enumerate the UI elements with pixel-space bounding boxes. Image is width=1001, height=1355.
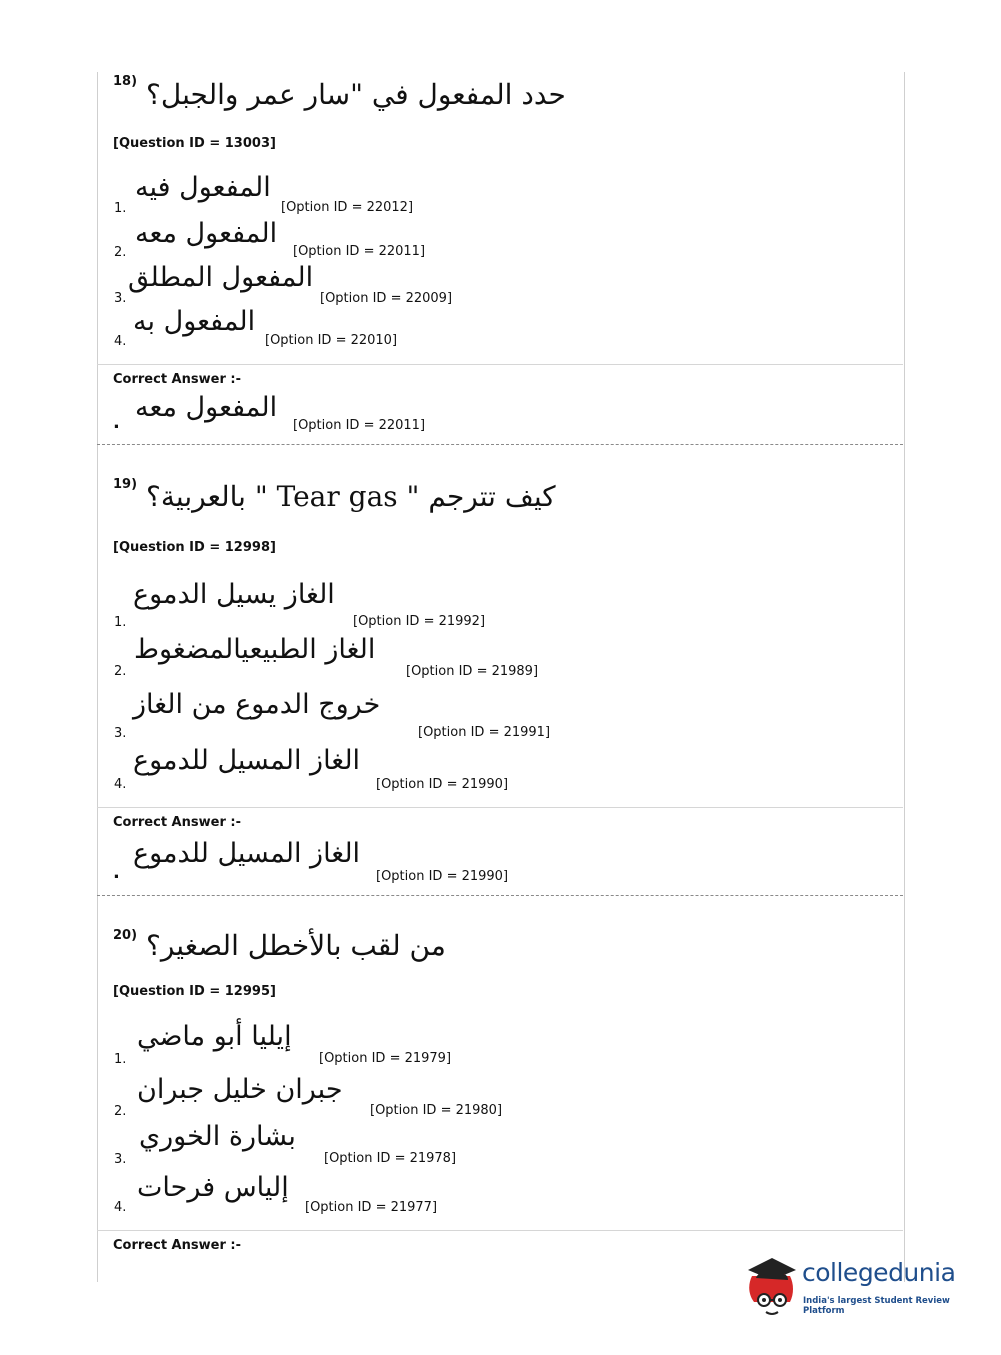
correct-answer-text: الغاز المسيل للدموع <box>133 838 361 869</box>
question-id: [Question ID = 12995] <box>113 984 276 999</box>
correct-answer-label: Correct Answer :- <box>113 815 241 830</box>
option-id: [Option ID = 21977] <box>305 1200 438 1215</box>
option-text: خروج الدموع من الغاز <box>133 689 381 720</box>
option-number: 2. <box>114 664 127 679</box>
collegedunia-logo <box>742 1250 972 1322</box>
question-id: [Question ID = 13003] <box>113 136 276 151</box>
option-text: بشارة الخوري <box>139 1121 296 1152</box>
section-divider <box>97 444 903 445</box>
question-text: من لقب بالأخطل الصغير؟ <box>146 929 446 962</box>
divider <box>97 1230 903 1231</box>
divider <box>97 364 903 365</box>
correct-option-id: [Option ID = 22011] <box>293 418 426 433</box>
divider <box>97 807 903 808</box>
option-number: 4. <box>114 1200 127 1215</box>
option-text: الغاز الطبيعيالمضغوط <box>134 634 376 665</box>
option-id: [Option ID = 21980] <box>370 1103 503 1118</box>
option-number: 1. <box>114 615 127 630</box>
option-number: 4. <box>114 334 127 349</box>
option-number: 4. <box>114 777 127 792</box>
option-id: [Option ID = 21990] <box>376 777 509 792</box>
correct-answer-label: Correct Answer :- <box>113 1238 241 1253</box>
option-id: [Option ID = 21992] <box>353 614 486 629</box>
logo-name: collegedunia <box>802 1258 956 1287</box>
correct-answer-text: المفعول معه <box>135 392 278 423</box>
option-id: [Option ID = 22010] <box>265 333 398 348</box>
option-id: [Option ID = 21989] <box>406 664 539 679</box>
option-text: إيليا أبو ماضي <box>137 1021 292 1052</box>
option-number: 1. <box>114 201 127 216</box>
correct-answer-label: Correct Answer :- <box>113 372 241 387</box>
option-id: [Option ID = 22011] <box>293 244 426 259</box>
option-id: [Option ID = 22009] <box>320 291 453 306</box>
option-id: [Option ID = 21991] <box>418 725 551 740</box>
question-text: كيف تترجم " Tear gas " بالعربية؟ <box>146 480 556 513</box>
option-text: المفعول به <box>133 306 256 337</box>
question-number: 19) <box>113 477 138 492</box>
logo-tagline: India's largest Student Review Platform <box>803 1296 950 1316</box>
option-number: 3. <box>114 726 127 741</box>
option-text: المفعول فيه <box>135 172 271 203</box>
option-id: [Option ID = 21978] <box>324 1151 457 1166</box>
option-text: إلياس فرحات <box>137 1172 289 1203</box>
option-text: المفعول المطلق <box>128 262 314 293</box>
question-number: 18) <box>113 74 138 89</box>
option-number: 3. <box>114 291 127 306</box>
option-number: 3. <box>114 1152 127 1167</box>
section-divider <box>97 895 903 896</box>
bullet: . <box>113 412 120 433</box>
option-text: الغاز المسيل للدموع <box>133 745 361 776</box>
question-id: [Question ID = 12998] <box>113 540 276 555</box>
question-text: حدد المفعول في "سار عمر والجبل؟ <box>146 78 566 111</box>
question-number: 20) <box>113 928 138 943</box>
option-id: [Option ID = 22012] <box>281 200 414 215</box>
option-number: 1. <box>114 1052 127 1067</box>
option-text: جبران خليل جبران <box>137 1074 343 1105</box>
option-number: 2. <box>114 1104 127 1119</box>
mascot-icon <box>742 1250 802 1322</box>
bullet: . <box>113 862 120 883</box>
correct-option-id: [Option ID = 21990] <box>376 869 509 884</box>
option-text: المفعول معه <box>135 218 278 249</box>
option-number: 2. <box>114 245 127 260</box>
option-id: [Option ID = 21979] <box>319 1051 452 1066</box>
option-text: الغاز يسيل الدموع <box>133 579 335 610</box>
